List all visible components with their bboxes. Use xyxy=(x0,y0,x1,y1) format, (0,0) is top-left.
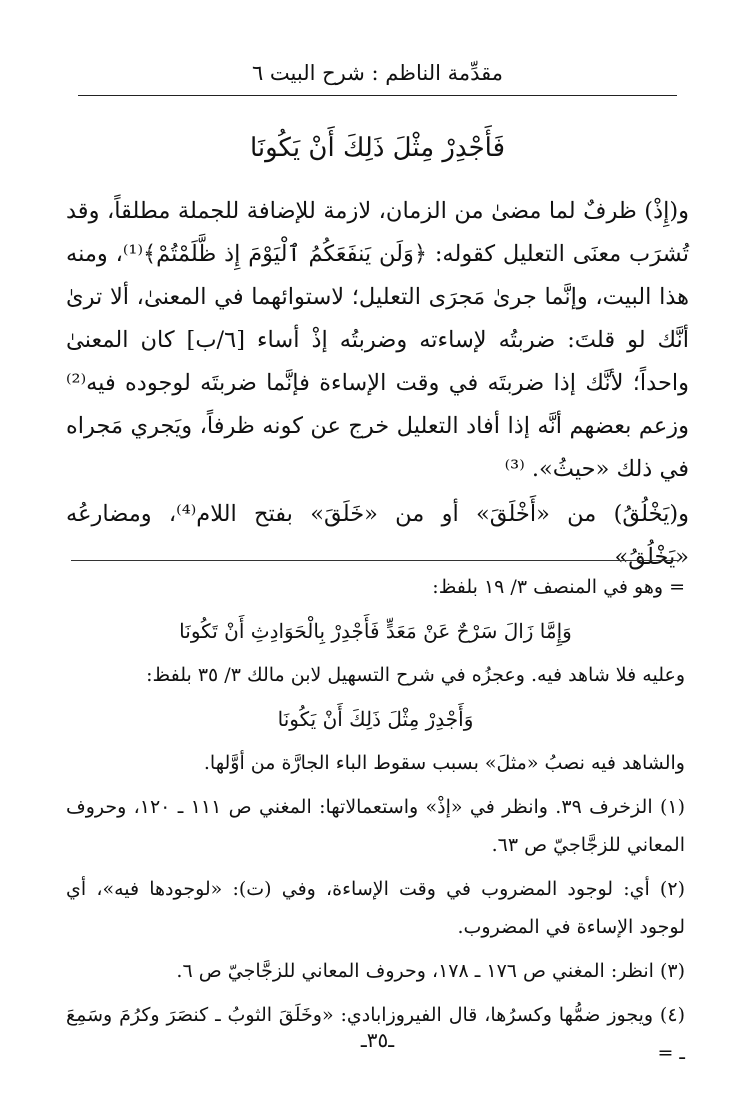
footnote-4: (٤) ويجوز ضمُّها وكسرُها، قال الفيروزابادي: «وخَلَقَ الثوبُ ـ كنصَرَ وكرُمَ وسَمِعَ ـ = xyxy=(66,1004,685,1064)
page-number: ـ٣٥ـ xyxy=(360,1028,395,1052)
footnote-verse-1: وَإِمَّا زَالَ سَرْحٌ عَنْ مَعَدٍّ فَأَجْدِرْ بِالْحَوَادِثِ أَنْ تَكُونَا xyxy=(179,619,572,643)
footnote-2: (٢) أي: لوجود المضروب في وقت الإساءة، وفي (ت): «لوجودها فيه»، أي لوجود الإساءة في المضروب. xyxy=(66,878,685,938)
footnote-continuation-intro: = وهو في المنصف ٣/ ١٩ بلفظ: xyxy=(432,576,685,598)
poem-verse: فَأَجْدِرْ مِثْلَ ذَلِكَ أَنْ يَكُونَا xyxy=(249,133,506,163)
header-divider xyxy=(78,95,677,96)
footnote-continuation-end: والشاهد فيه نصبُ «مثلَ» بسبب سقوط الباء الجارَّة من أوَّلها. xyxy=(203,752,685,774)
footnote-3: (٣) انظر: المغني ص ١٧٦ ـ ١٧٨، وحروف المعاني للزجَّاجيّ ص ٦. xyxy=(176,960,685,982)
running-header: مقدِّمة الناظم : شرح البيت ٦ xyxy=(251,61,504,85)
body-paragraph-2: و(يَخْلُقُ) من «أَخْلَقَ» أو من «خَلَقَ» بفتح اللام⁽⁴⁾، ومضارعُه «يَخْلُقُ» xyxy=(66,501,689,570)
footnotes xyxy=(66,568,685,1078)
body-text xyxy=(66,190,689,581)
footnote-verse-2: وَأَجْدِرْ مِثْلَ ذَلِكَ أَنْ يَكُونَا xyxy=(277,707,474,731)
footnote-1: (١) الزخرف ٣٩. وانظر في «إذْ» واستعمالاتها: المغني ص ١١١ ـ ١٢٠، وحروف المعاني للزجَّاجيّ ص ٦٣. xyxy=(66,796,686,856)
footnote-continuation-mid: وعليه فلا شاهد فيه. وعجزُه في شرح التسهيل لابن مالك ٣/ ٣٥ بلفظ: xyxy=(146,664,685,686)
body-paragraph-1: و(إِذْ) ظرفٌ لما مضىٰ من الزمان، لازمة للإضافة للجملة مطلقاً، وقد تُشرَب معنَى التعليل كقوله: ﴿وَلَن يَنفَعَكُمُ ٱلْيَوْمَ إِذ ظَّلَمْتُمْ﴾⁽¹⁾، ومنه هذا البيت، وإنَّما جرىٰ مَجرَى التعليل؛ لاستوائهما في المعنىٰ، ألا ترىٰ أنَّك لو قلتَ: ضربتُه لإساءته وضربتُه إذْ أساء [٦/ب] كان المعنىٰ واحداً؛ لأنَّك إذا ضربتَه في وقت الإساءة فإنَّما ضربتَه لوجوده فيه⁽²⁾ وزعم بعضهم أنَّه إذا أفاد التعليل خرج عن كونه ظرفاً، ويَجري مَجراه في ذلك «حيثُ». ⁽³⁾ xyxy=(66,198,690,482)
footnote-divider xyxy=(71,560,679,561)
